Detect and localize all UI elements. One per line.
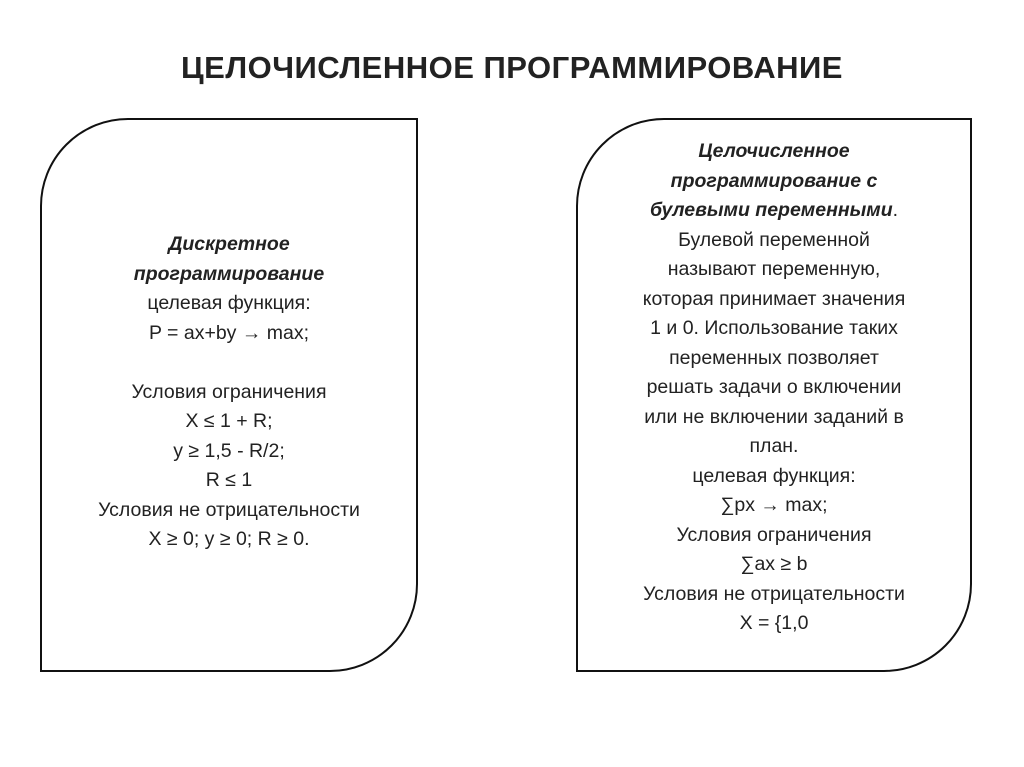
card-heading-text: булевыми переменными	[649, 199, 893, 221]
nonnegativity-label: Условия не отрицательности	[643, 582, 905, 605]
body-line: решать задачи о включении	[646, 376, 902, 398]
card-heading-line: Дискретное	[168, 233, 290, 255]
constraints-label: Условия ограничения	[131, 380, 327, 403]
constraints-label: Условия ограничения	[676, 523, 872, 546]
constraint-line: X ≤ 1 + R;	[185, 410, 273, 432]
constraint-line: ∑ax ≥ b	[740, 553, 808, 575]
constraint-line: R ≤ 1	[205, 469, 253, 491]
constraint-line: y ≥ 1,5 - R/2;	[173, 439, 285, 462]
body-line: или не включении заданий в	[644, 405, 904, 428]
page-title: ЦЕЛОЧИСЛЕННОЕ ПРОГРАММИРОВАНИЕ	[181, 50, 843, 85]
nonnegativity-line: X ≥ 0; y ≥ 0; R ≥ 0.	[148, 528, 310, 550]
discrete-programming-card	[40, 118, 418, 672]
body-line: которая принимает значения	[642, 287, 906, 310]
card-heading-period: .	[892, 199, 899, 221]
body-line: план.	[749, 435, 799, 457]
objective-label: целевая функция:	[692, 464, 856, 487]
body-line: Булевой переменной	[678, 228, 870, 251]
body-line: переменных позволяет	[669, 346, 879, 369]
boolean-programming-card	[576, 118, 972, 672]
card-heading-line: программирование	[133, 262, 325, 285]
card-heading-line: программирование с	[670, 169, 878, 192]
body-line: 1 и 0. Использование таких	[650, 317, 898, 339]
card-heading-line: Целочисленное	[698, 140, 850, 162]
nonnegativity-label: Условия не отрицательности	[98, 498, 360, 521]
nonnegativity-line: X = {1,0	[739, 612, 809, 634]
objective-label: целевая функция:	[147, 292, 311, 314]
body-line: называют переменную,	[667, 258, 881, 280]
card-heading-line	[650, 196, 898, 226]
objective-formula: ∑px → max;	[720, 494, 828, 516]
objective-formula: P = ax+by → max;	[148, 321, 310, 344]
